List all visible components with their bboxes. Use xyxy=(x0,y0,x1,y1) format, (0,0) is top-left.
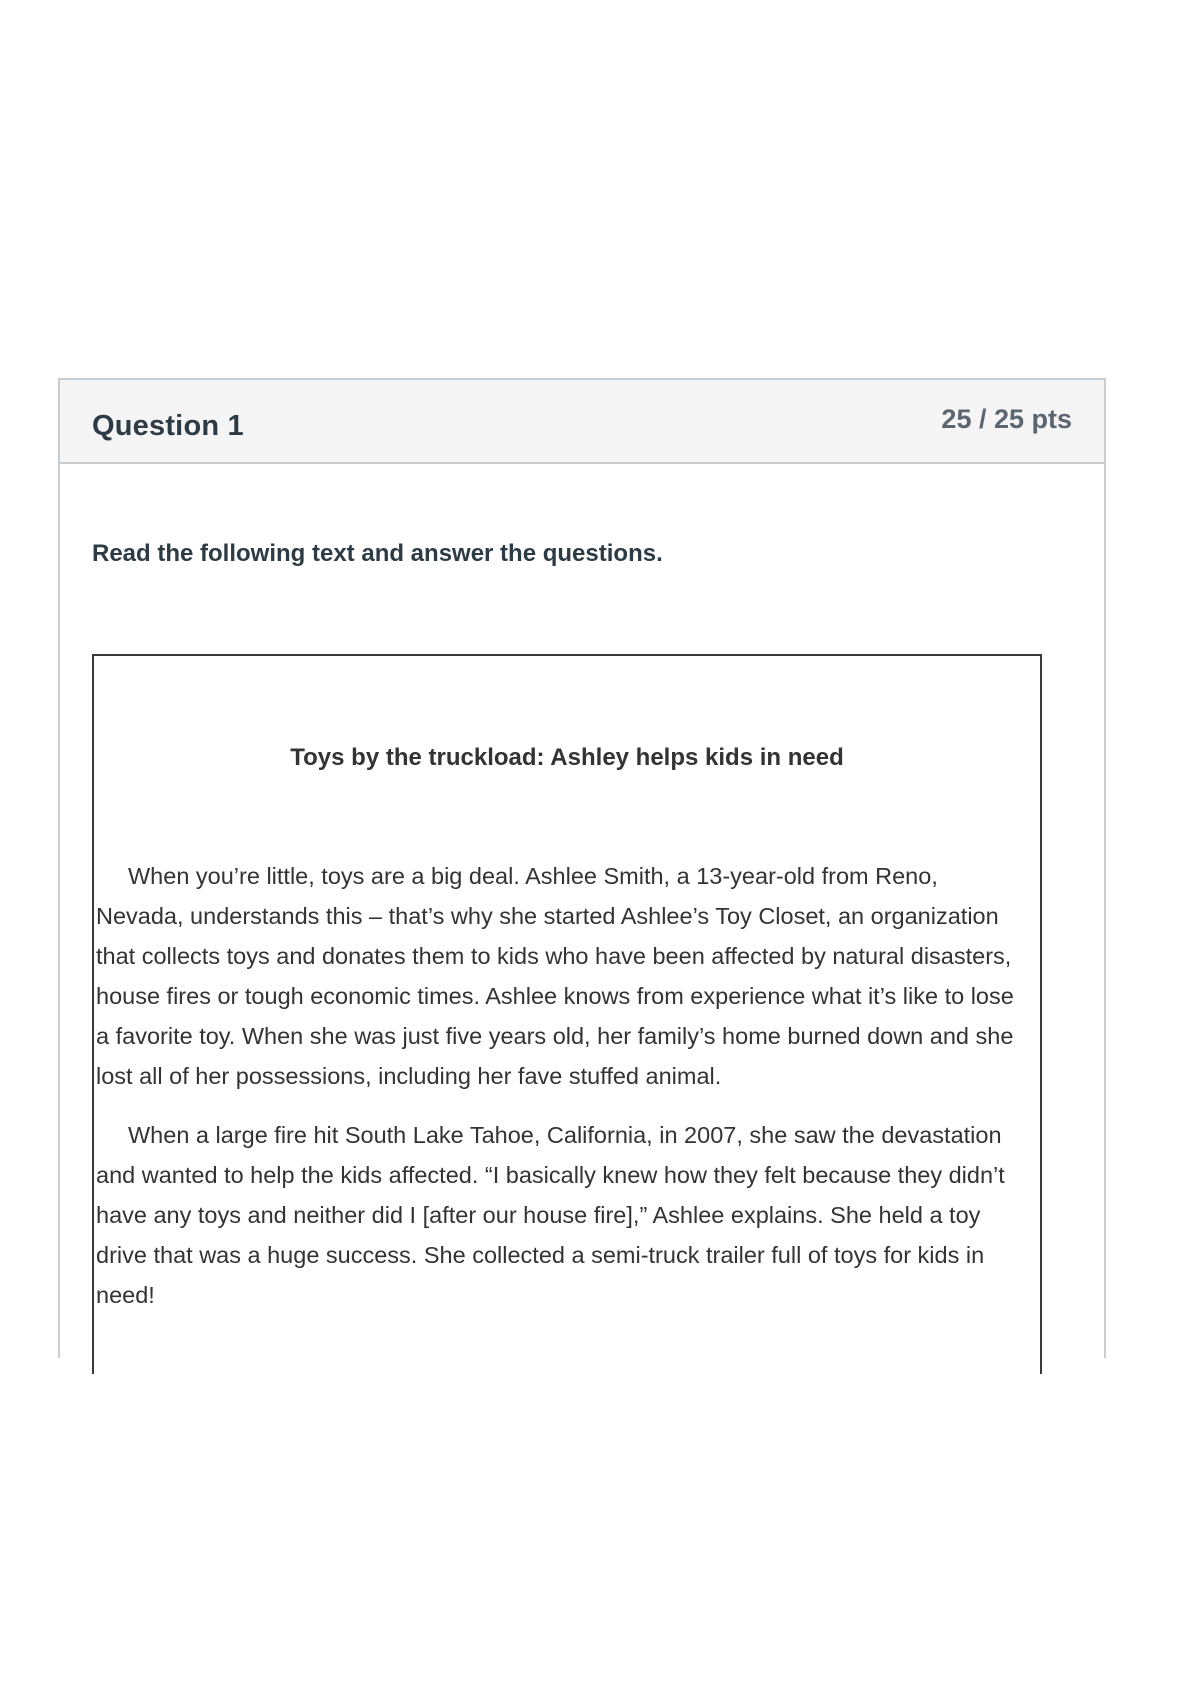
passage-paragraph: When a large fire hit South Lake Tahoe, California, in 2007, she saw the devastation and wanted to help the kids affected. “I basically knew how they felt because they didn’t have any toys and neither did I [after our house fire],” Ashlee explains. She held a toy drive that was a huge success. She collected a semi-truck trailer full of toys for kids in need! xyxy=(96,1122,1005,1308)
question-header xyxy=(60,380,1104,464)
passage-title: Toys by the truckload: Ashley helps kids in need xyxy=(290,744,844,771)
question-card xyxy=(58,378,1106,1358)
passage-box xyxy=(92,654,1042,1374)
question-instructions: Read the following text and answer the questions. xyxy=(92,540,663,567)
passage-body xyxy=(96,856,1031,1334)
question-title: Question 1 xyxy=(92,410,244,442)
passage-paragraph: When you’re little, toys are a big deal. Ashlee Smith, a 13-year-old from Reno, Nevada, understands this – that’s why she started Ashlee’s Toy Closet, an organization that collects toys and donates them to kids who have been affected by natural disasters, house fires or tough economic times. Ashlee knows from experience what it’s like to lose a favorite toy. When she was just five years old, her family’s home burned down and she lost all of her possessions, including her fave stuffed animal. xyxy=(96,863,1014,1089)
question-points: 25 / 25 pts xyxy=(941,404,1072,434)
